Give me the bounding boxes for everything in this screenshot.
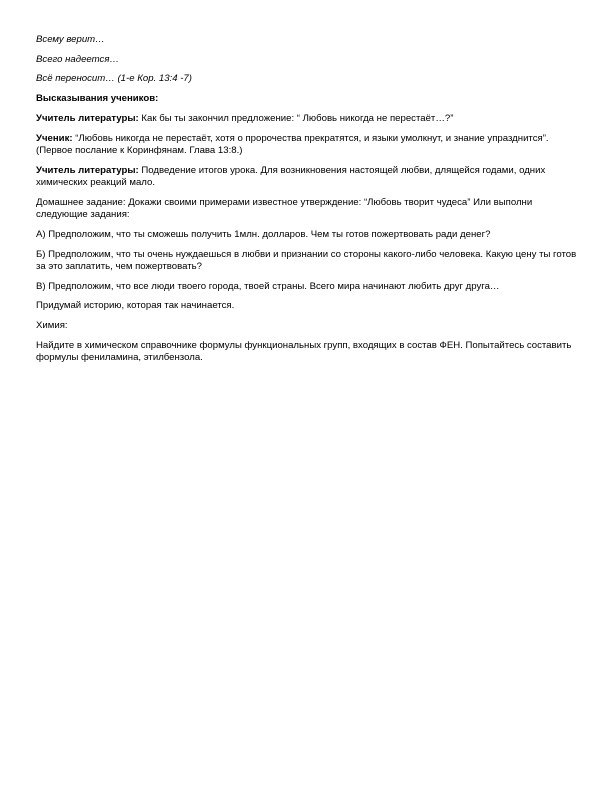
document-page — [36, 34, 581, 372]
dialogue-student-answer — [36, 133, 581, 158]
verse-line-1: Всему верит… — [36, 34, 105, 45]
speaker-label: Ученик: — [36, 132, 73, 144]
students-heading: Высказывания учеников: — [36, 93, 159, 105]
verse-line-2: Всего надеется… — [36, 53, 120, 65]
speech-text: “Любовь никогда не перестаёт, хотя о пророчества прекратятся, и языки умолкнут, и знание упразднится”. (Первое послание к Коринфянам. Глава 13:8.) — [36, 132, 549, 156]
task-c: В) Предположим, что все люди твоего города, твоей страны. Всего мира начинают любить друг друга… — [36, 280, 500, 292]
story-prompt: Придумай историю, которая так начинается. — [36, 300, 235, 312]
speech-text: Как бы ты закончил предложение: “ Любовь никогда не перестаёт…?” — [138, 112, 454, 124]
homework-paragraph: Домашнее задание: Докажи своими примерами известное утверждение: “Любовь творит чудеса” Или выполни следующие задания: — [36, 196, 533, 221]
chemistry-task: Найдите в химическом справочнике формулы функциональных групп, входящих в состав ФЕН. Попытайтесь составить формулы фениламина, этилбензола. — [36, 339, 572, 364]
chemistry-heading: Химия: — [36, 320, 68, 332]
dialogue-teacher-summary — [36, 165, 581, 190]
task-b: Б) Предположим, что ты очень нуждаешься в любви и признании со стороны какого-либо человека. Какую цену ты готов за это заплатить, чем пожертвовать? — [36, 248, 577, 272]
speech-text: Подведение итогов урока. Для возникновения настоящей любви, длящейся годами, одних химических реакций мало. — [36, 164, 546, 189]
verse-line-3: Всё переносит… (1-е Кор. 13:4 -7) — [36, 73, 192, 85]
dialogue-teacher-question — [36, 113, 581, 125]
speaker-label: Учитель литературы: — [36, 112, 139, 124]
task-a: А) Предположим, что ты сможешь получить 1млн. долларов. Чем ты готов пожертвовать ради денег? — [36, 228, 491, 240]
speaker-label: Учитель литературы: — [36, 164, 139, 176]
